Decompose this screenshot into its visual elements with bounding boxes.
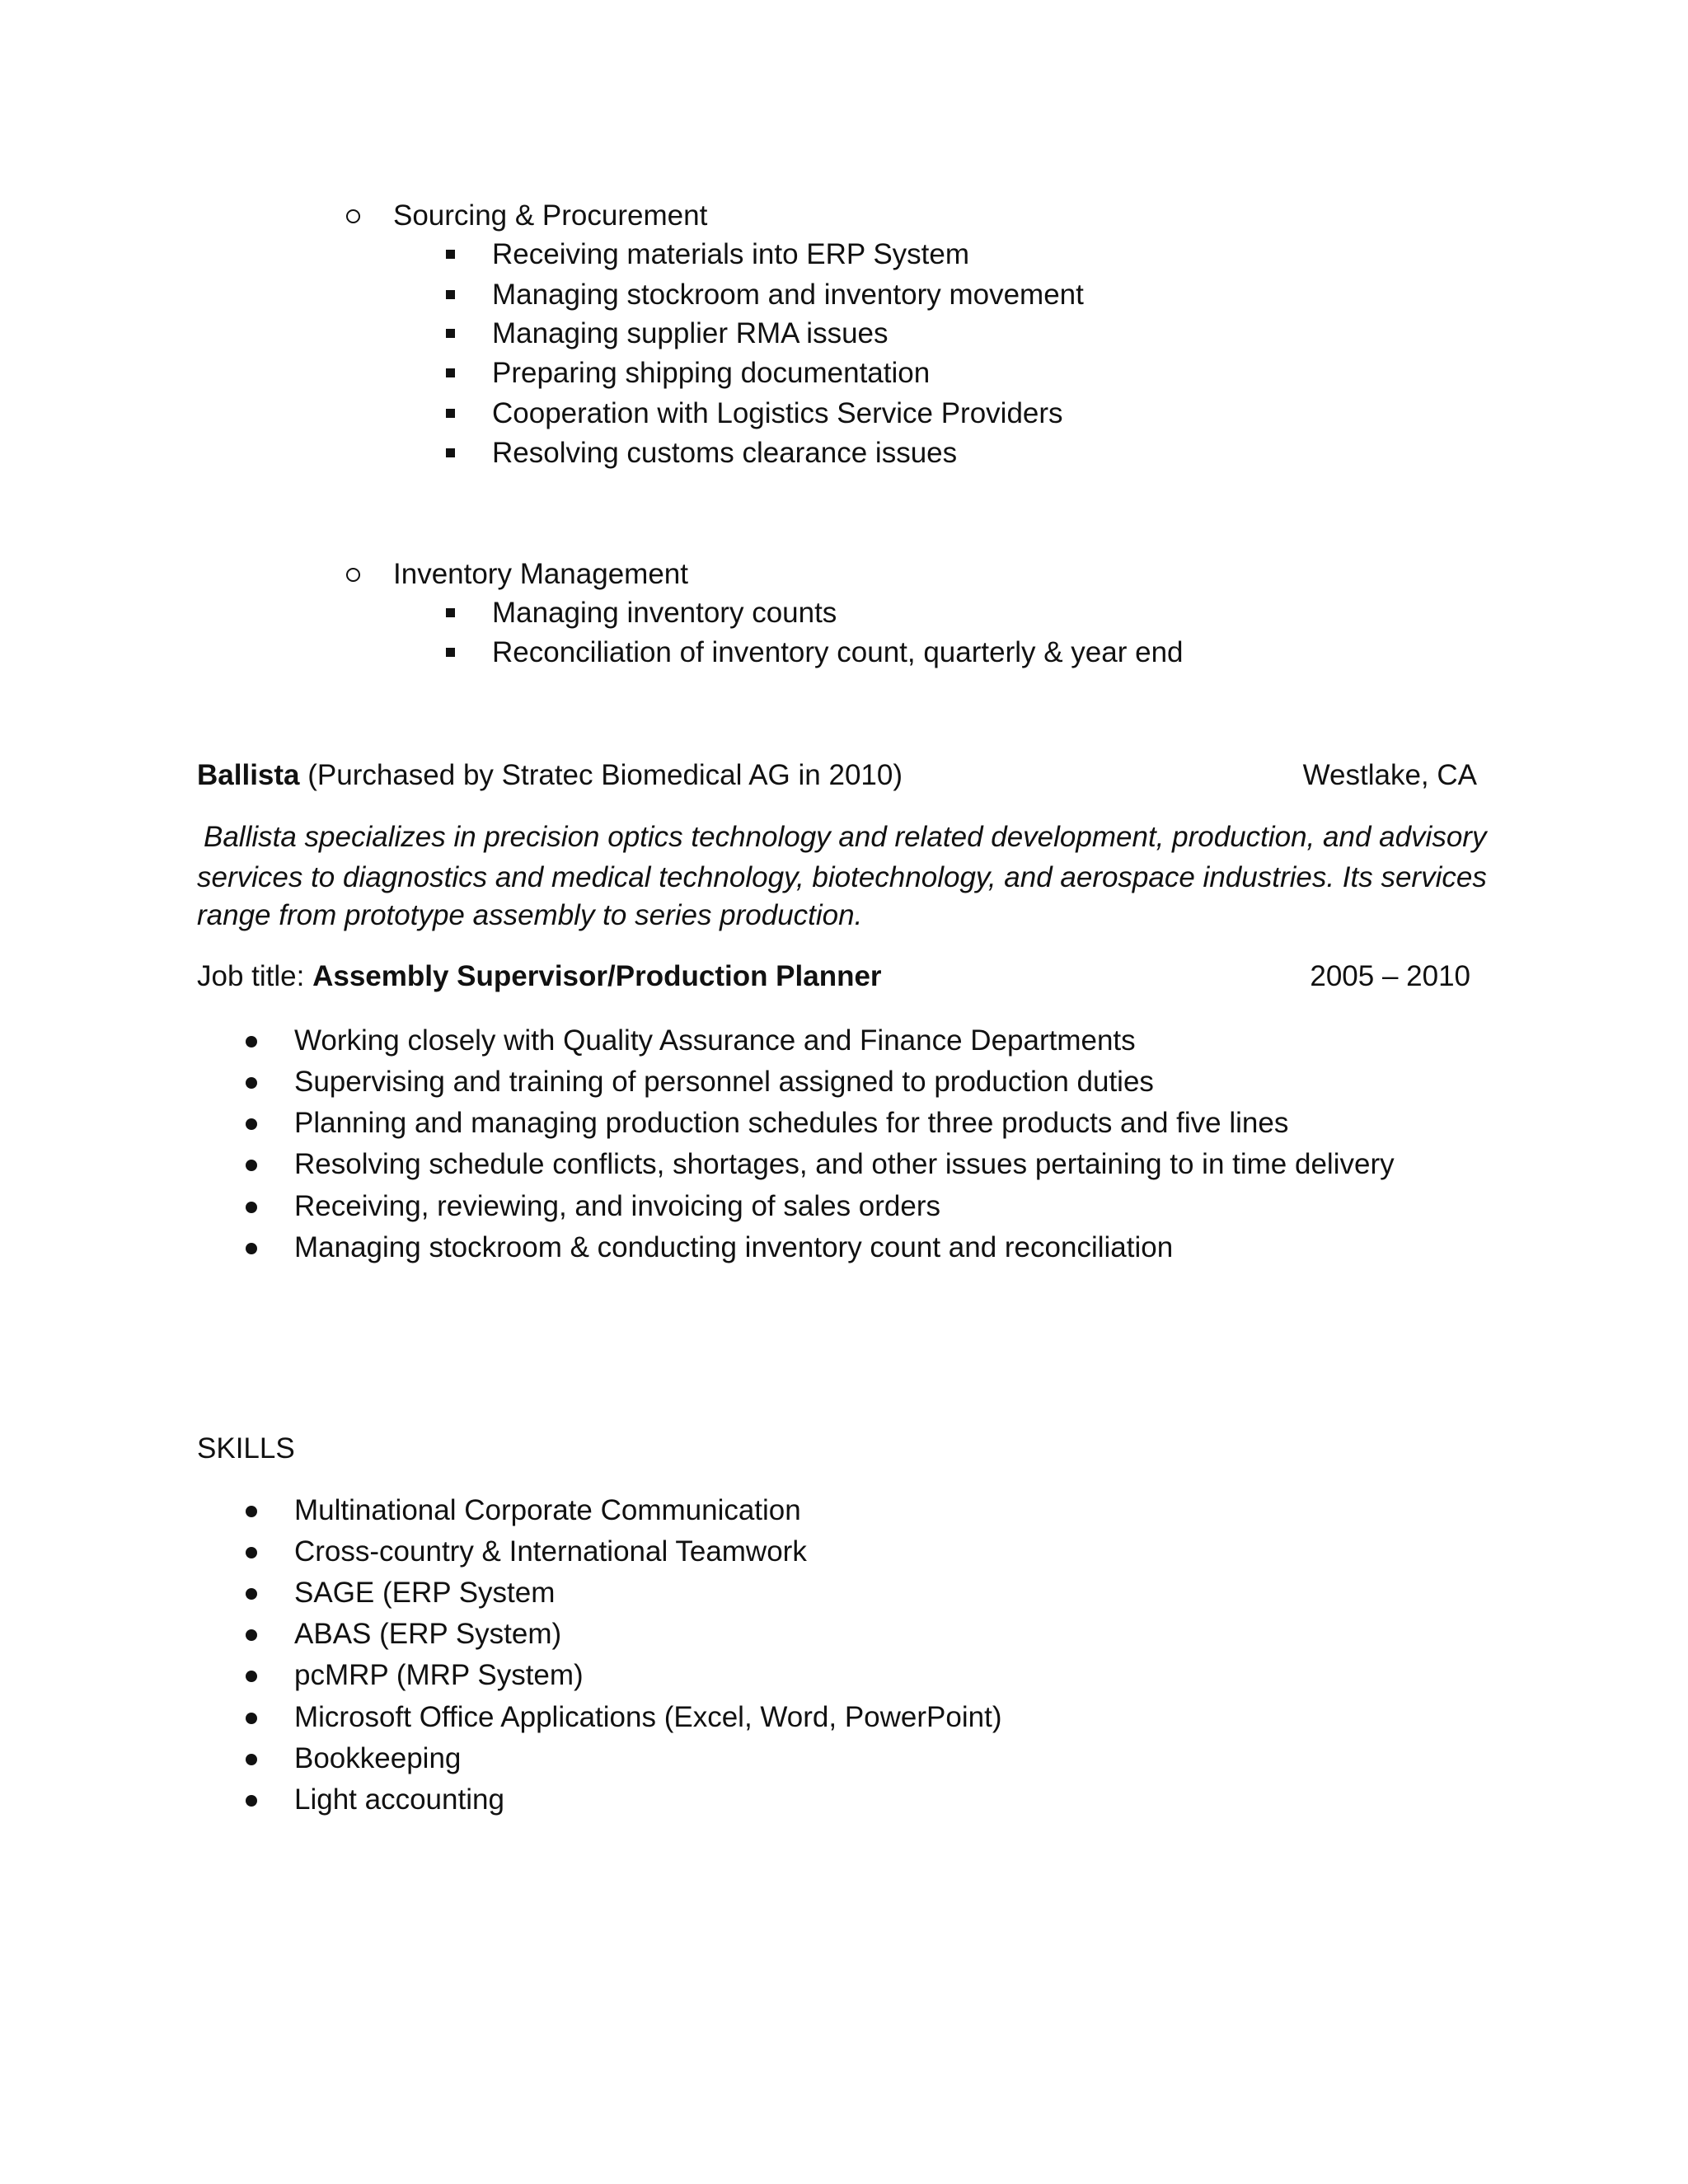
company-line [197, 761, 903, 790]
bullet-icon [246, 1202, 257, 1213]
circle-bullet-icon [346, 568, 360, 582]
list-item: Bookkeeping [294, 1742, 462, 1774]
square-bullet-icon [446, 368, 455, 377]
bullet-icon [246, 1243, 257, 1254]
list-item: Multinational Corporate Communication [294, 1494, 801, 1526]
list-item: Managing inventory counts [492, 597, 837, 629]
company-location: Westlake, CA [1302, 759, 1477, 791]
bullet-icon [246, 1629, 257, 1641]
bullet-icon [246, 1506, 257, 1517]
section-heading-sourcing: Sourcing & Procurement [393, 199, 708, 232]
company-description-line: services to diagnostics and medical technology, biotechnology, and aerospace industries. Its services [197, 861, 1487, 893]
list-item: Supervising and training of personnel assigned to production duties [294, 1066, 1154, 1098]
job-title: Assembly Supervisor/Production Planner [312, 960, 882, 992]
list-item: Light accounting [294, 1783, 504, 1816]
list-item: SAGE (ERP System [294, 1577, 556, 1609]
list-item: Microsoft Office Applications (Excel, Word, PowerPoint) [294, 1701, 1002, 1733]
bullet-icon [246, 1077, 257, 1089]
list-item: Managing stockroom & conducting inventory count and reconciliation [294, 1231, 1174, 1263]
list-item: Resolving schedule conflicts, shortages, and other issues pertaining to in time delivery [294, 1148, 1395, 1180]
list-item: Working closely with Quality Assurance and Finance Departments [294, 1024, 1136, 1057]
bullet-icon [246, 1588, 257, 1600]
square-bullet-icon [446, 608, 455, 617]
list-item: Resolving customs clearance issues [492, 437, 958, 469]
list-item: Reconciliation of inventory count, quarterly & year end [492, 636, 1184, 668]
list-item: Cross-country & International Teamwork [294, 1535, 807, 1568]
bullet-icon [246, 1036, 257, 1047]
list-item: ABAS (ERP System) [294, 1618, 562, 1650]
bullet-icon [246, 1671, 257, 1682]
bullet-icon [246, 1118, 257, 1130]
company-note: (Purchased by Stratec Biomedical AG in 2010) [307, 759, 903, 791]
list-item: Managing supplier RMA issues [492, 317, 889, 349]
list-item: Managing stockroom and inventory movement [492, 279, 1084, 311]
square-bullet-icon [446, 409, 455, 418]
square-bullet-icon [446, 250, 455, 259]
square-bullet-icon [446, 648, 455, 657]
list-item: Receiving materials into ERP System [492, 238, 970, 270]
job-title-label: Job title: [197, 960, 305, 992]
bullet-icon [246, 1795, 257, 1807]
square-bullet-icon [446, 448, 455, 457]
bullet-icon [246, 1160, 257, 1171]
square-bullet-icon [446, 290, 455, 299]
bullet-icon [246, 1713, 257, 1724]
list-item: Cooperation with Logistics Service Providers [492, 397, 1063, 429]
skills-heading: SKILLS [197, 1432, 295, 1465]
list-item: Preparing shipping documentation [492, 357, 931, 389]
list-item: pcMRP (MRP System) [294, 1659, 584, 1691]
company-description-line: Ballista specializes in precision optics technology and related development, production, and advisory [204, 821, 1487, 853]
list-item: Receiving, reviewing, and invoicing of sales orders [294, 1190, 941, 1222]
job-title-line [197, 962, 882, 991]
bullet-icon [246, 1754, 257, 1765]
company-description-line: range from prototype assembly to series production. [197, 899, 863, 931]
circle-bullet-icon [346, 209, 360, 223]
section-heading-inventory: Inventory Management [393, 558, 688, 590]
list-item: Planning and managing production schedules for three products and five lines [294, 1107, 1289, 1139]
square-bullet-icon [446, 329, 455, 338]
company-name: Ballista [197, 759, 300, 791]
bullet-icon [246, 1547, 257, 1558]
job-dates: 2005 – 2010 [1310, 960, 1470, 992]
